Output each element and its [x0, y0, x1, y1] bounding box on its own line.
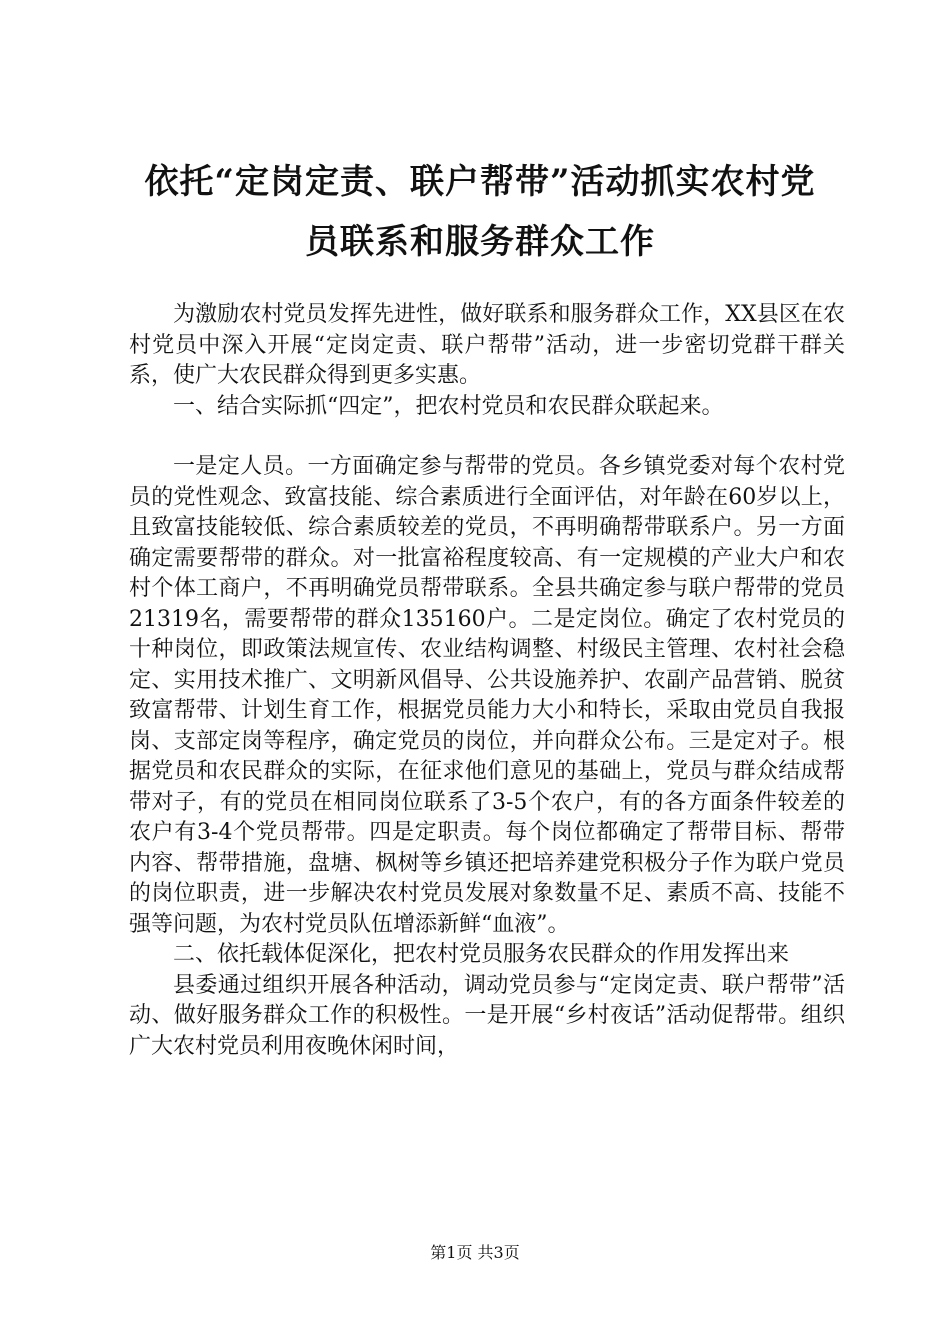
section-heading-1: 一、结合实际抓“四定”，把农村党员和农民群众联起来。 — [173, 393, 724, 419]
page-footer: 第1页 共3页 — [430, 1243, 520, 1262]
paragraph-activities: 县委通过组织开展各种活动，调动党员参与“定岗定责、联户帮带”活动、做好服务群众工作的积极性。一是开展“乡村夜话”活动促帮带。组织广大农村党员利用夜晚休闲时间， — [129, 972, 845, 1059]
paragraph-intro: 为激励农村党员发挥先进性，做好联系和服务群众工作，XX县区在农村党员中深入开展“定岗定责、联户帮带”活动，进一步密切党群干群关系，使广大农民群众得到更多实惠。 — [129, 302, 845, 388]
section-heading-2: 二、依托载体促深化，把农村党员服务农民群众的作用发挥出来 — [173, 942, 790, 967]
title-line-1: 依托“定岗定责、联户帮带”活动抓实农村党 — [144, 162, 816, 202]
page-title — [120, 152, 840, 272]
paragraph-four-definitions: 一是定人员。一方面确定参与帮带的党员。各乡镇党委对每个农村党员的党性观念、致富技能、综合素质进行全面评估，对年龄在60岁以上，且致富技能较低、综合素质较差的党员，不再明确帮带联系户。另一方面确定需要帮带的群众。对一批富裕程度较高、有一定规模的产业大户和农村个体工商户，不再明确党员帮带联系。全县共确定参与联户帮带的党员21319名，需要帮带的群众135160户。二是定岗位。确定了农村党员的十种岗位，即政策法规宣传、农业结构调整、村级民主管理、农村社会稳定、实用技术推广、文明新风倡导、公共设施养护、农副产品营销、脱贫致富帮带、计划生育工作，根据党员能力大小和特长，采取由党员自我报岗、支部定岗等程序，确定党员的岗位，并向群众公布。三是定对子。根据党员和农民群众的实际，在征求他们意见的基础上，党员与群众结成帮带对子，有的党员在相同岗位联系了3-5个农户，有的各方面条件较差的农户有3-4个党员帮带。四是定职责。每个岗位都确定了帮带目标、帮带内容、帮带措施，盘塘、枫树等乡镇还把培养建党积极分子作为联户党员的岗位职责，进一步解决农村党员发展对象数量不足、素质不高、技能不强等问题，为农村党员队伍增添新鲜“血液”。 — [129, 454, 845, 937]
document-body — [129, 300, 845, 1062]
title-line-2: 员联系和服务群众工作 — [305, 222, 655, 262]
